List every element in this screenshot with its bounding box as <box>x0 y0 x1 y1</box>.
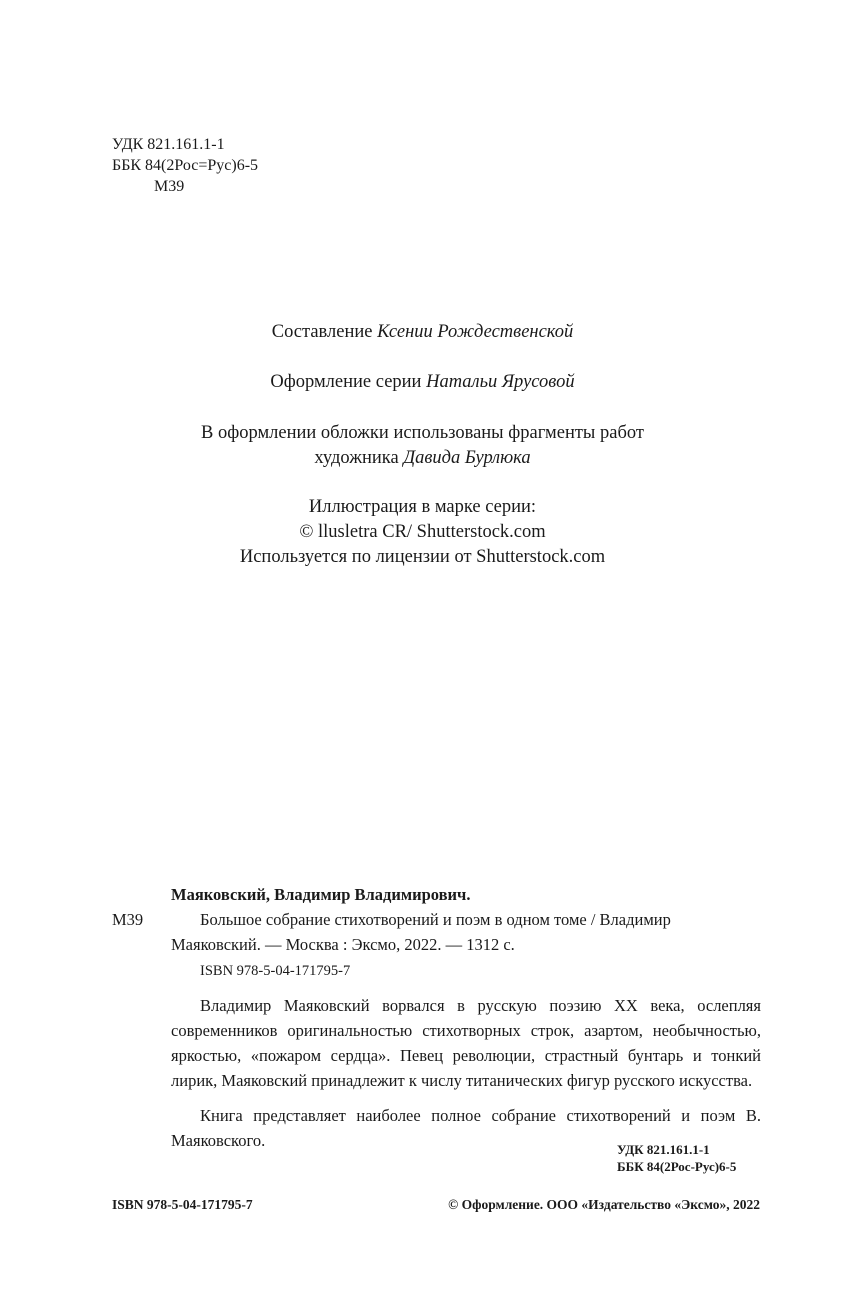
compiler-credit <box>0 320 845 345</box>
cover-credit-line2 <box>0 446 845 471</box>
right-udk-code: УДК 821.161.1-1 <box>617 1142 710 1157</box>
illustration-credit-line1: Иллюстрация в марке серии: <box>308 497 537 517</box>
bib-title-text1: Большое собрание стихотворений и поэм в одном томе / Владимир <box>200 910 671 929</box>
footer-isbn: ISBN 978-5-04-171795-7 <box>112 1197 253 1212</box>
series-design-name: Натальи Ярусовой <box>426 372 575 392</box>
bib-author-mark: М39 <box>112 910 144 929</box>
series-design-credit <box>0 370 845 395</box>
cover-credit-line1: В оформлении обложки использованы фрагменты работ <box>201 423 644 443</box>
author-mark: М39 <box>154 178 185 195</box>
bib-author: Маяковский, Владимир Владимирович. <box>171 885 471 904</box>
series-design-prefix: Оформление серии <box>270 372 422 392</box>
right-bbk-code: ББК 84(2Рос-Рус)6-5 <box>617 1159 737 1174</box>
footer-copyright: © Оформление. ООО «Издательство «Эксмо», 2022 <box>448 1197 760 1212</box>
compiler-prefix: Составление <box>271 322 373 342</box>
udk-code: УДК 821.161.1-1 <box>112 136 225 153</box>
compiler-name: Ксении Рождественской <box>377 322 574 342</box>
bib-annotation: Владимир Маяковский ворвался в русскую поэзию XX века, ослепляя современников оригинальностью стихотворных строк, азартом, необычностью, яркостью, «пожаром сердца». Певец революции, страстный бунтарь и тонкий лирик, Маяковский принадлежит к числу титанических фигур русского искусства. <box>171 996 761 1090</box>
illustration-credit-line3: Используется по лицензии от Shutterstock.com <box>239 547 606 567</box>
cover-artist-name: Давида Бурлюка <box>403 448 531 468</box>
bib-isbn: ISBN 978-5-04-171795-7 <box>200 963 351 979</box>
cover-artist-prefix: художника <box>314 448 399 468</box>
illustration-credit-line2: © llusletra CR/ Shutterstock.com <box>299 522 546 542</box>
bib-title-line2: Маяковский. — Москва : Эксмо, 2022. — 1312 с. <box>171 935 515 954</box>
bib-title-line1 <box>171 907 761 932</box>
bib-annotation-2: Книга представляет наиболее полное собрание стихотворений и поэм В. Маяковского. <box>171 1106 761 1150</box>
bbk-code: ББК 84(2Рос=Рус)6-5 <box>112 157 259 174</box>
